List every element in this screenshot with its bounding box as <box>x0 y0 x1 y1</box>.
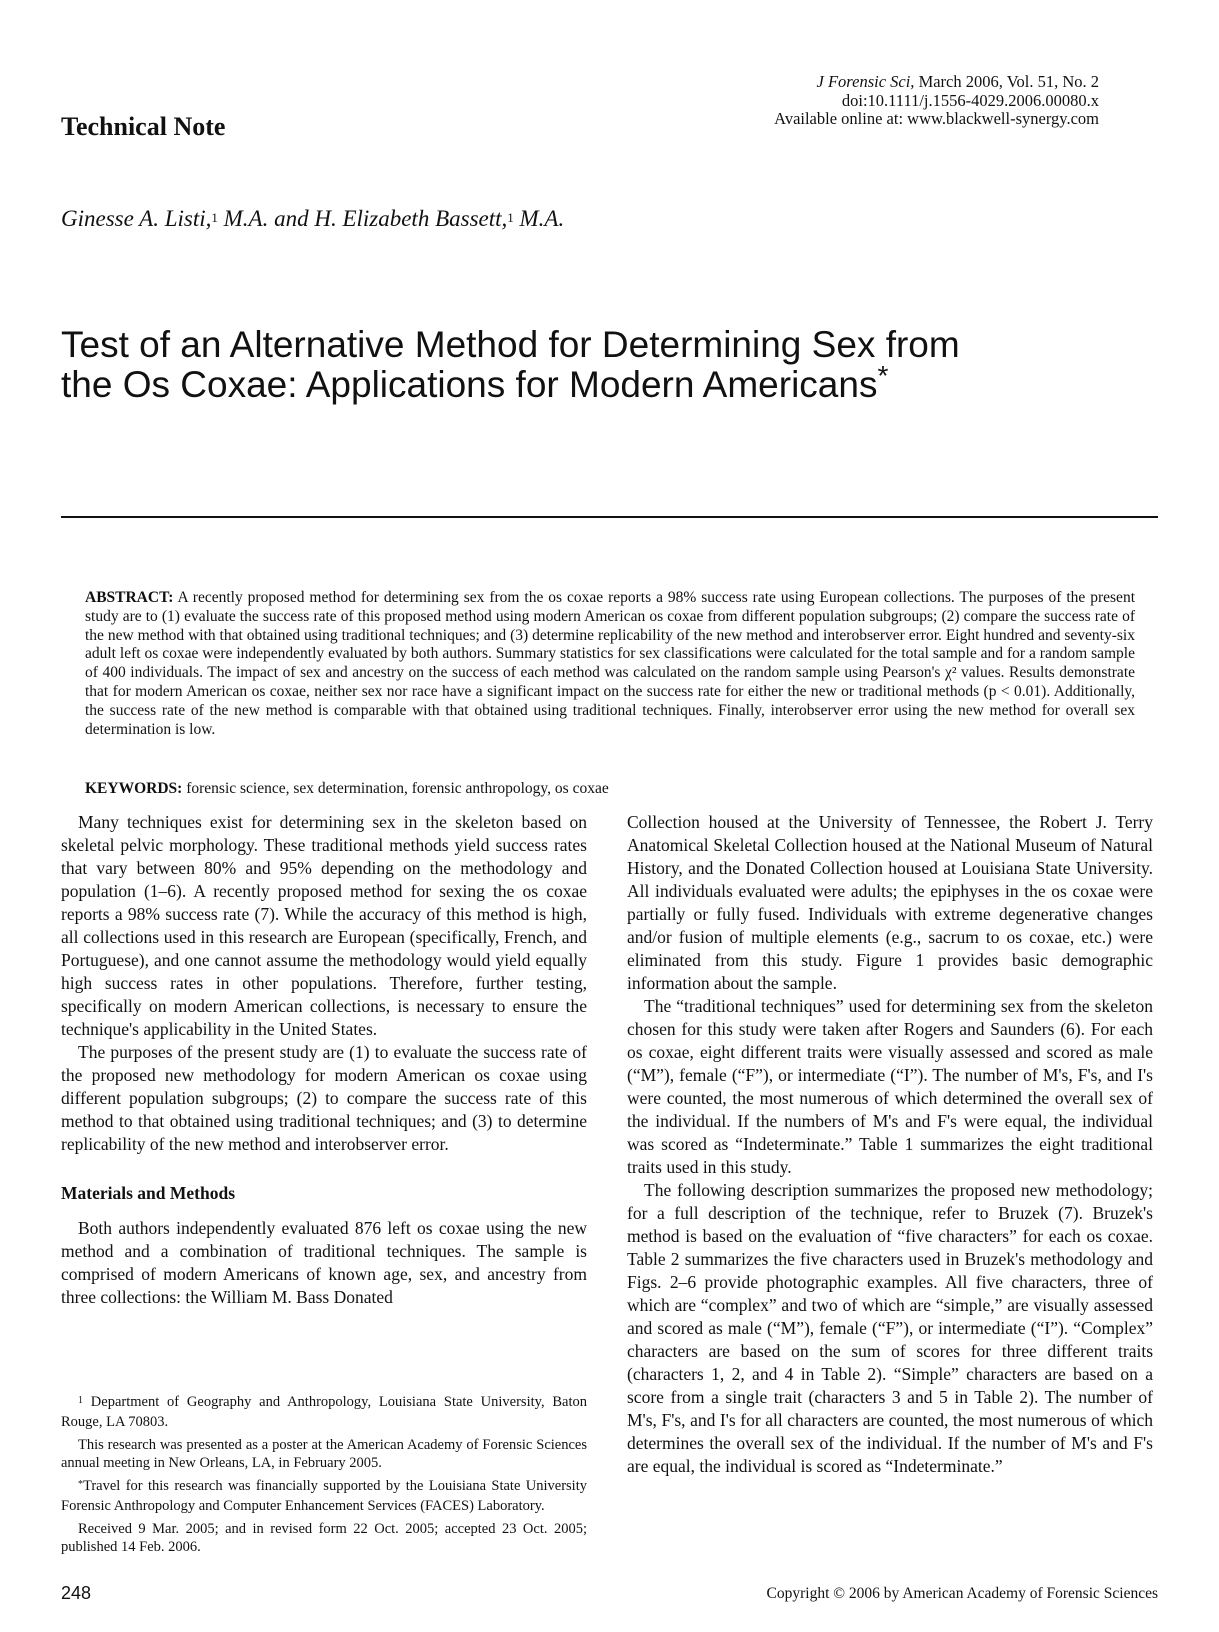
abstract <box>85 589 1135 739</box>
footnote-presentation: This research was presented as a poster at the American Academy of Forensic Sciences annual meeting in New Orleans, LA, in February 2005. <box>61 1437 587 1471</box>
keywords <box>85 780 1135 798</box>
author-1: Ginesse A. Listi, <box>61 206 212 231</box>
author-2-affiliation-marker: 1 <box>507 210 514 225</box>
paper-title-text: Test of an Alternative Method for Determining Sex from the Os Coxae: Applications for Modern Americans <box>61 324 960 405</box>
paper-title <box>61 325 961 408</box>
doi: doi:10.1111/j.1556-4029.2006.00080.x <box>841 90 1099 110</box>
section-label: Technical Note <box>61 112 226 141</box>
methods-paragraph-1: Both authors independently evaluated 876 left os coxae using the new method and a combination of traditional techniques. The sample is comprised of modern Americans of known age, sex, and ancestry from three collections: the William M. Bass Donated <box>61 1218 587 1307</box>
abstract-label: ABSTRACT: <box>85 589 174 606</box>
journal-citation <box>774 73 1099 129</box>
footnote-funding-text: Travel for this research was financially supported by the Louisiana State University Forensic Anthropology and Computer Enhancement Services (FACES) Laboratory. <box>61 1478 587 1514</box>
footnote-affiliation-marker: 1 <box>78 1395 83 1406</box>
footnote-affiliation <box>61 1393 587 1431</box>
online-availability: Available online at: www.blackwell-synergy.com <box>774 109 1099 128</box>
footnote-funding-marker: * <box>78 1479 83 1490</box>
footnote-received: Received 9 Mar. 2005; and in revised form 22 Oct. 2005; accepted 23 Oct. 2005; published 14 Feb. 2006. <box>61 1521 587 1555</box>
copyright-notice: Copyright © 2006 by American Academy of Forensic Sciences <box>766 1585 1158 1602</box>
keywords-label: KEYWORDS: <box>85 780 183 797</box>
title-divider <box>61 516 1158 518</box>
left-column <box>61 811 587 1309</box>
section-heading-materials-methods: Materials and Methods <box>61 1183 236 1203</box>
author-degree: M.A. <box>513 206 565 231</box>
footnote-affiliation-text: Department of Geography and Anthropology, Louisiana State University, Baton Rouge, LA 70803. <box>61 1394 587 1430</box>
intro-paragraph-1: Many techniques exist for determining sex in the skeleton based on skeletal pelvic morphology. These traditional methods yield success rates that vary between 80% and 95% depending on the methodology and population (1–6). A recently proposed method for sexing the os coxae reports a 98% success rate (7). While the accuracy of this method is high, all collections used in this research are European (specifically, French, and Portuguese), and one cannot assume the methodology would yield equally high success rates in other populations. Therefore, further testing, specifically on modern American collections, is necessary to ensure the technique's applicability in the United States. <box>61 812 587 1039</box>
page-number: 248 <box>61 1583 92 1603</box>
methods-paragraph-2: The “traditional techniques” used for determining sex from the skeleton chosen for this study were taken after Rogers and Saunders (6). For each os coxae, eight different traits were visually assessed and scored as male (“M”), female (“F”), or intermediate (“I”). The number of M's, F's, and I's were counted, the most numerous of which determined the overall sex of the individual. If the numbers of M's and F's were equal, the individual was scored as “Indeterminate.” Table 1 summarizes the eight traditional traits used in this study. <box>627 996 1153 1177</box>
abstract-text: A recently proposed method for determining sex from the os coxae reports a 98% success rate using European collections. The purposes of the present study are to (1) evaluate the success rate of this proposed method using modern American os coxae from different population subgroups; (2) compare the success rate of the new method with that obtained using traditional techniques; and (3) determine replicability of the new method and interobserver error. Eight hundred and seventy-six adult left os coxae were independently evaluated by both authors. Summary statistics for sex classifications were calculated for the total sample and for a random sample of 400 individuals. The impact of sex and ancestry on the success of each method was calculated on the random sample using Pearson's χ² values. Results demonstrate that for modern American os coxae, neither sex nor race have a significant impact on the success rate for either the new or traditional methods (p < 0.01). Additionally, the success rate of the new method is comparable with that obtained using traditional techniques. Finally, interobserver error using the new method for overall sex determination is low. <box>85 589 1135 738</box>
journal-line <box>774 73 1099 92</box>
author-line <box>61 206 564 232</box>
intro-paragraph-2: The purposes of the present study are (1) to evaluate the success rate of the proposed new methodology for modern American os coxae using different population subgroups; (2) to compare the success rate of this method to that obtained using traditional techniques; and (3) to determine replicability of the new method and interobserver error. <box>61 1042 587 1154</box>
methods-paragraph-1-continued: Collection housed at the University of Tennessee, the Robert J. Terry Anatomical Skeletal Collection housed at the National Museum of Natural History, and the Donated Collection housed at Louisiana State University. All individuals evaluated were adults; the epiphyses in the os coxae were partially or fully fused. Individuals with extreme degenerative changes and/or fusion of multiple elements (e.g., sacrum to os coxae, etc.) were eliminated from this study. Figure 1 provides basic demographic information about the sample. <box>627 812 1153 993</box>
methods-paragraph-3: The following description summarizes the proposed new methodology; for a full description of the technique, refer to Bruzek (7). Bruzek's method is based on the evaluation of “five characters” for each os coxae. Table 2 summarizes the five characters used in Bruzek's methodology and Figs. 2–6 provide photographic examples. All five characters, three of which are “complex” and two of which are “simple,” are visually assessed and scored as male (“M”), female (“F”), or intermediate (“I”). “Complex” characters are based on the sum of scores for three different traits (characters 1, 2, and 4 in Table 2). “Simple” characters are based on a score from a single trait (characters 3 and 5 in Table 2). The number of M's, F's, and I's for all characters are counted, the most numerous of which determines the overall sex of the individual. If the number of M's and F's are equal, the individual is scored as “Indeterminate.” <box>627 1180 1153 1476</box>
journal-name: J Forensic Sci, <box>816 72 915 91</box>
author-separator: M.A. and H. Elizabeth Bassett, <box>217 206 508 231</box>
right-column <box>627 811 1153 1478</box>
author-1-affiliation-marker: 1 <box>211 210 218 225</box>
title-footnote-marker: * <box>877 360 889 391</box>
keywords-text: forensic science, sex determination, forensic anthropology, os coxae <box>182 780 609 797</box>
footnote-funding <box>61 1477 587 1515</box>
footnotes <box>61 1393 587 1561</box>
journal-issue: March 2006, Vol. 51, No. 2 <box>914 72 1099 91</box>
